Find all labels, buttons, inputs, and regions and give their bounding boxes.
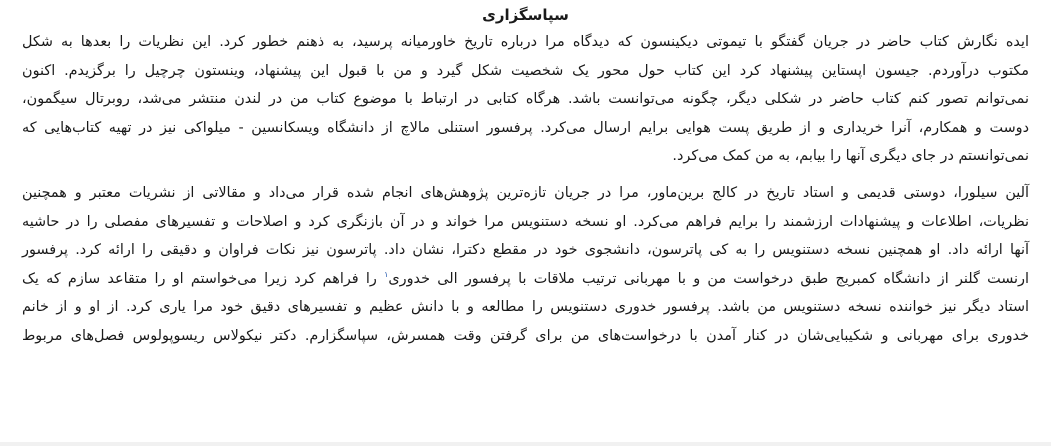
text-line: نمی‌توانم تصور کنم کتاب حاضر در شکلی دیگر، چگونه می‌توانست باشد. هرگاه کتابی در ارتباط با موضوع کتاب من در لندن منتشر می‌شد، روبرتال سیگمون، xyxy=(22,91,1029,108)
paragraph-2 xyxy=(22,179,1029,351)
paragraph-1 xyxy=(22,28,1029,171)
footnote-marker[interactable]: ۱ xyxy=(384,269,389,279)
text-line-with-footnote xyxy=(22,265,1029,294)
text-line: نمی‌توانستم در جای دیگری آنها را بیابم، به من کمک می‌کرد. xyxy=(672,148,1029,165)
text-line: استاد دیگر نیز خواننده نسخه دستنویس من باشد. پرفسور خدوری دستنویس را مطالعه و با دانش عظیم و تفسیرهای دقیق خود مرا یاری کرد. از او و از خانم xyxy=(22,299,1029,316)
text-line: دوست و همکارم، آنرا خریداری و از طریق پست هوایی برایم ارسال می‌کرد. پرفسور استنلی مالاچ از دانشگاه ویسکانسین - میلواکی نیز در تهیه کتاب‌هایی که xyxy=(22,119,1029,136)
text-line: ایده نگارش کتاب حاضر در جریان گفتگو با تیموتی دیکینسون که دیدگاه مرا درباره تاریخ خاورمیانه پرسید، به ذهنم خطور کرد. این نظریات را بعدها به شکل xyxy=(22,34,1029,50)
text-line-end: را فراهم کرد زیرا می‌خواستم او را متقاعد سازم که یک xyxy=(22,270,377,287)
text-line: خدوری برای مهربانی و شکیبایی‌شان در کنار آمدن با درخواست‌های من برای گرفتن وقت همسرش، سپاسگزارم. دکتر نیکولاس ریسوپولوس فصل‌های مربوط xyxy=(22,327,1029,344)
text-line: آنها ارائه داد. او همچنین نسخه دستنویس را به کی پاترسون، دانشجوی خود در مقطع دکترا، نشان داد. پاترسون نیز نکات فراوان و دقیقی را ارائه کرد. پرفسور xyxy=(22,242,1029,259)
text-line: مکتوب درآوردم. جیسون اپستاین پیشنهاد کرد این کتاب حول محور یک شخصیت شکل گیرد و من با قبول این پیشنهاد، وینستون چرچیل را برگزیدم. اکنون xyxy=(22,62,1029,79)
page-bottom-edge xyxy=(0,442,1051,446)
section-title: سپاسگزاری xyxy=(482,6,569,24)
text-line-start: ارنست گلنر از دانشگاه کمبریج طبق درخواست من و با مهربانی ترتیب ملاقات با پرفسور الی خدوری xyxy=(388,270,1029,287)
text-line: آلین سیلورا، دوستی قدیمی و استاد تاریخ در کالج برین‌ماور، مرا در جریان تازه‌ترین پژوهش‌های انجام شده قرار می‌داد و مقالاتی از نشریات معتبر و همچنین xyxy=(22,184,1029,201)
text-line: نظریات، اطلاعات و پیشنهادات ارزشمند را برایم فراهم می‌کرد. او نسخه دستنویس مرا خواند و در آن بازنگری کرد و اصلاحات و تفسیرهای مفصلی را در حاشیه xyxy=(22,213,1029,230)
